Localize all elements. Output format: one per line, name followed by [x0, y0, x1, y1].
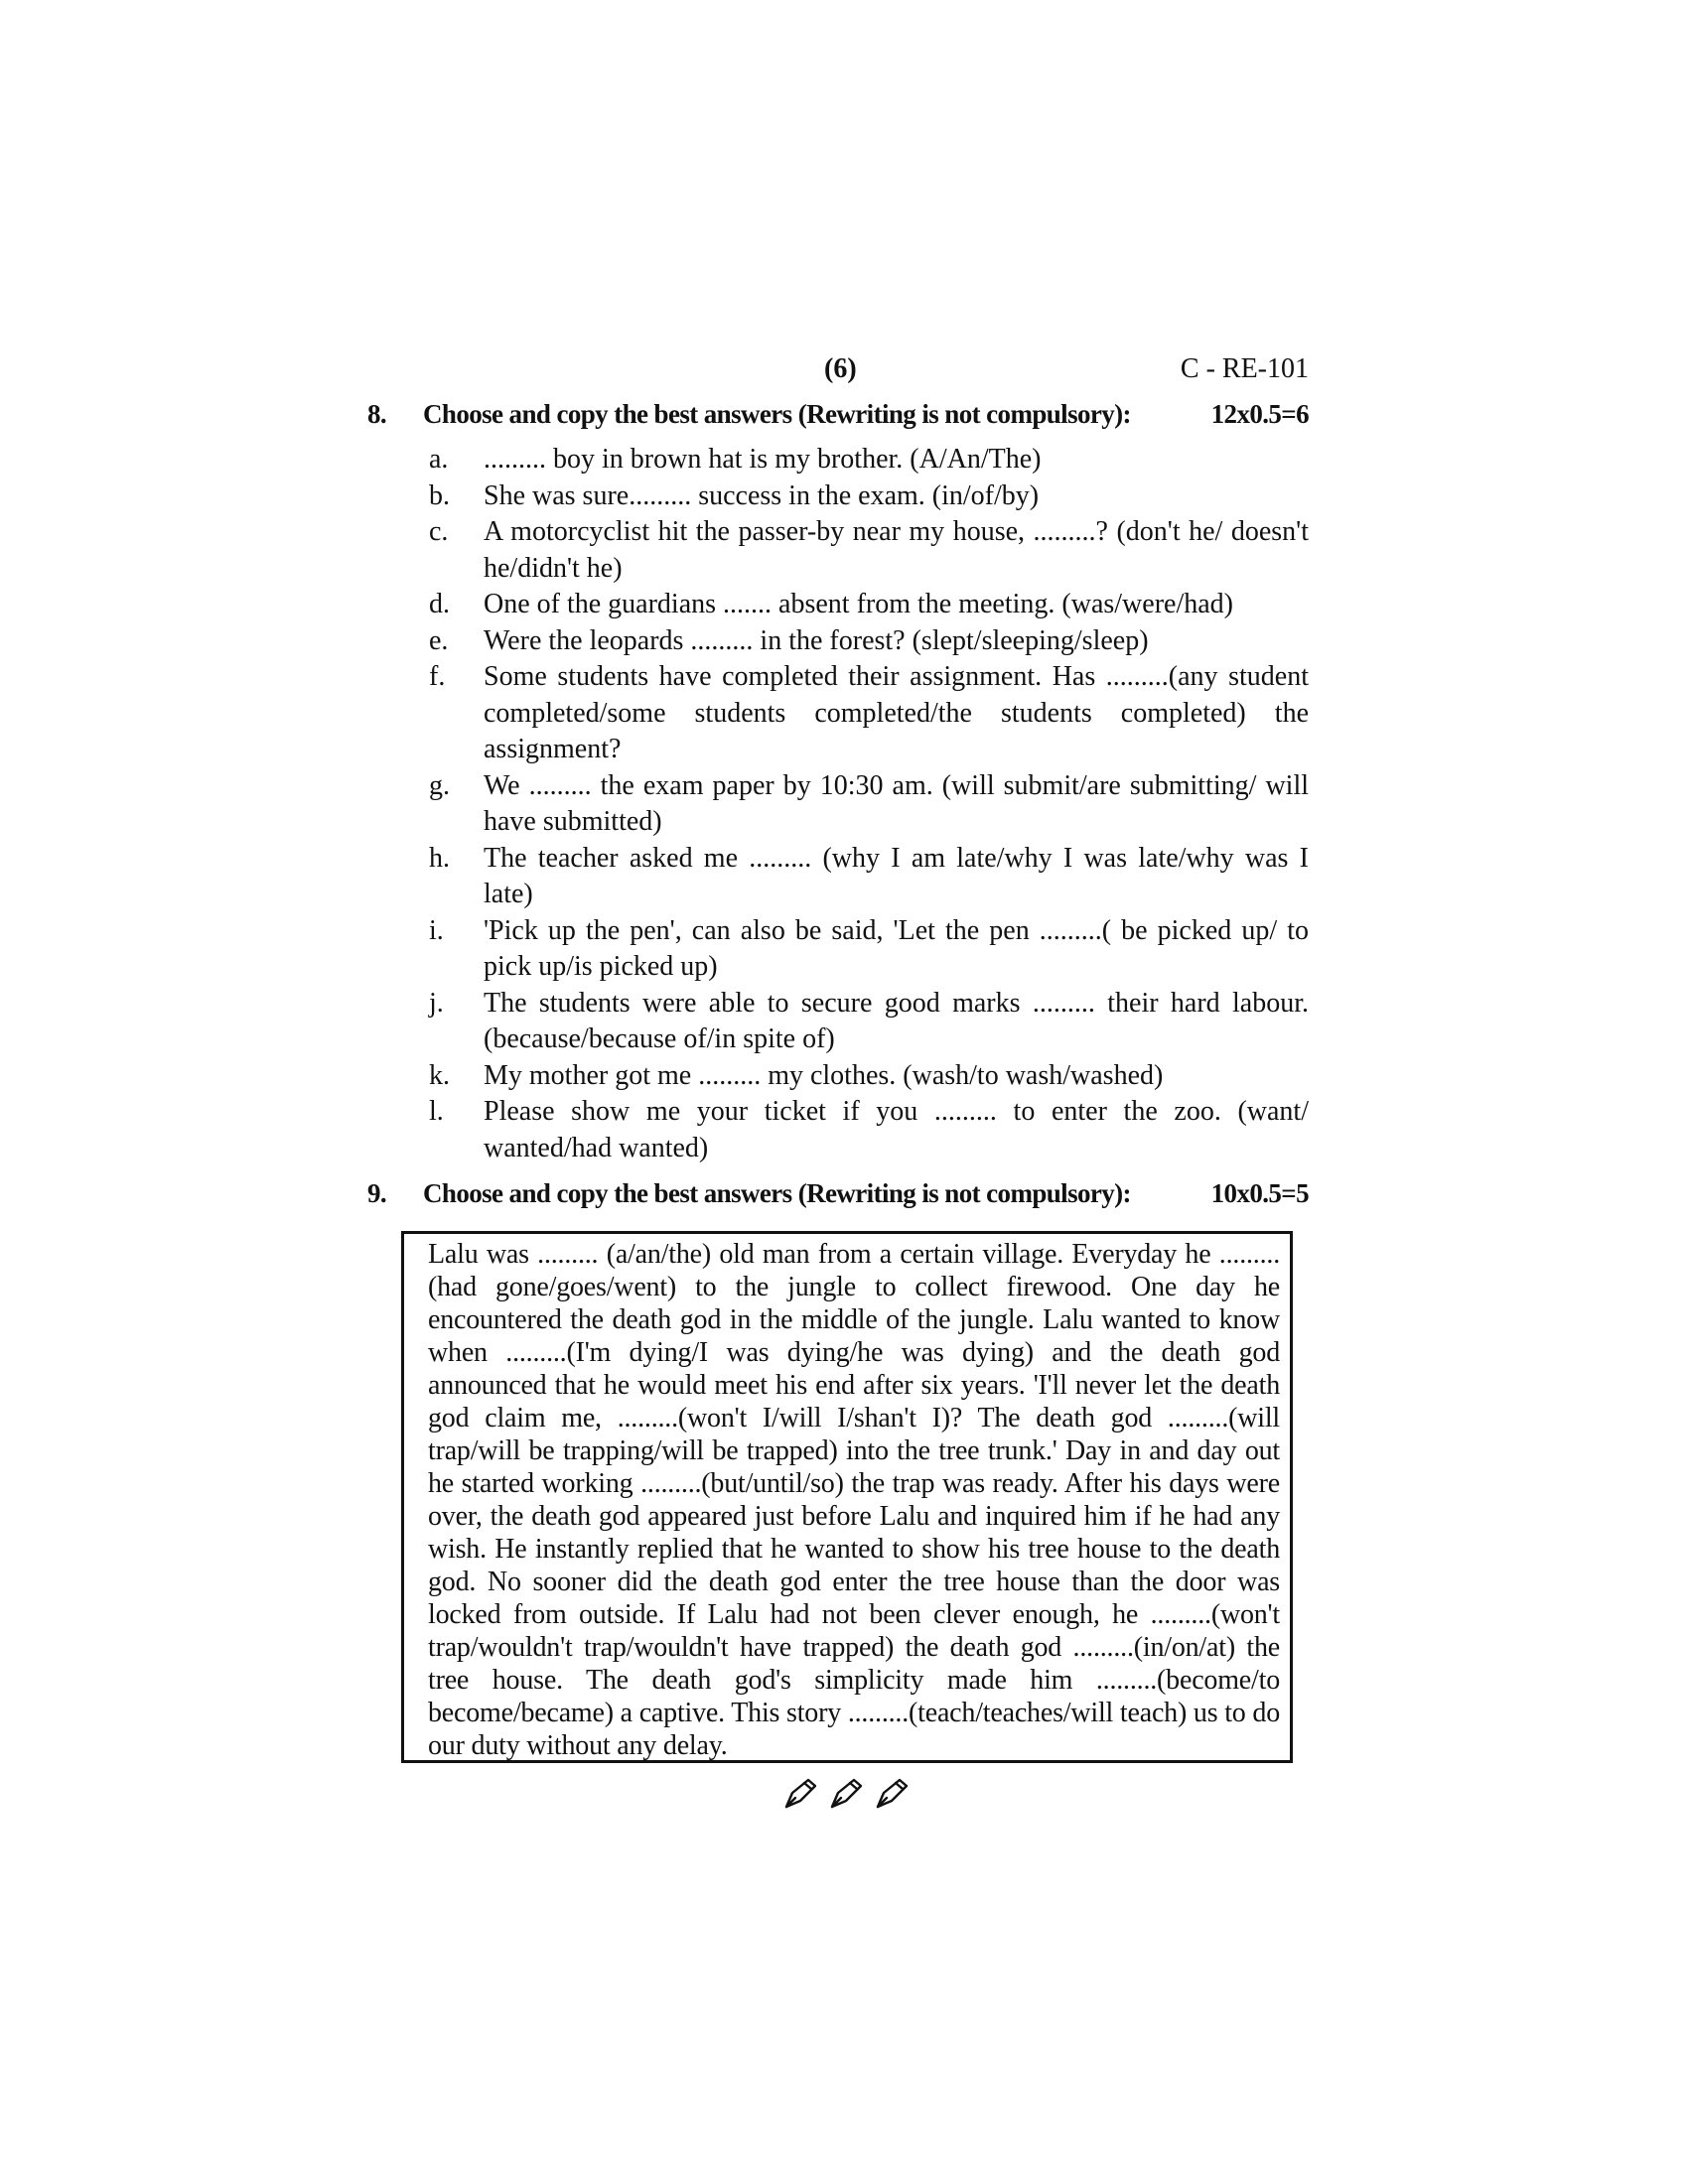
- question-number: 9.: [367, 1178, 387, 1208]
- list-item: [429, 1094, 1309, 1166]
- item-letter: j.: [429, 987, 444, 1019]
- pen-nib-icon: [780, 1777, 818, 1811]
- pen-nib-icon: [872, 1777, 910, 1811]
- page-header: [367, 353, 1309, 393]
- list-item: [429, 841, 1309, 913]
- item-text: ......... boy in brown hat is my brother. (A/An/The): [484, 444, 1042, 475]
- list-item: [429, 514, 1309, 587]
- passage-text: Lalu was ......... (a/an/the) old man from a certain village. Everyday he ......... (had gone/goes/went) to the jungle to collect firewood. One day he encountered the death god in the middle of the jungle. Lalu wanted to know when .........(I'm dying/I was dying/he was dying) and the death god announced that he would meet his end after six years. 'I'll never let the death god claim me, .........(won't I/will I/shan't I)? The death god .........(will trap/will be trapping/will be trapped) into the tree trunk.' Day in and day out he started working .........(but/until/so) the trap was ready. After his days were over, the death god appeared just before Lalu and inquired him if he had any wish. He instantly replied that he wanted to show his tree house to the death god. No sooner did the death god enter the tree house than the door was locked from outside. If Lalu had not been clever enough, he .........(won't trap/wouldn't trap/wouldn't have trapped) the death god .........(in/on/at) the tree house. The death god's simplicity made him .........(become/to become/became) a captive. This story .........(teach/teaches/will teach) us to do our duty without any delay.: [428, 1239, 1280, 1761]
- question-number: 8.: [367, 399, 387, 429]
- list-item: [429, 768, 1309, 841]
- passage-box: [401, 1231, 1293, 1763]
- list-item: [429, 623, 1309, 660]
- list-item: [429, 659, 1309, 768]
- question-marks: 10x0.5=5: [1210, 1178, 1309, 1208]
- list-item: [429, 1058, 1309, 1095]
- question-marks: 12x0.5=6: [1210, 399, 1309, 429]
- item-text: A motorcyclist hit the passer-by near my house, .........? (don't he/ doesn't he/didn't he): [484, 516, 1309, 584]
- item-text: The teacher asked me ......... (why I am late/why I was late/why was I late): [484, 842, 1309, 909]
- item-text: We ......... the exam paper by 10:30 am. (will submit/are submitting/ will have submitted): [484, 769, 1309, 837]
- question-instruction: Choose and copy the best answers (Rewriting is not compulsory):: [423, 399, 1131, 429]
- item-text: One of the guardians ....... absent from the meeting. (was/were/had): [484, 589, 1233, 619]
- item-letter: e.: [429, 624, 449, 656]
- item-letter: a.: [429, 444, 449, 475]
- pen-nib-icon: [826, 1777, 864, 1811]
- item-text: Were the leopards ......... in the forest? (slept/sleeping/sleep): [484, 624, 1149, 656]
- item-letter: b.: [429, 479, 450, 511]
- list-item: [429, 478, 1309, 515]
- item-text: Please show me your ticket if you ......... to enter the zoo. (want/ wanted/had wanted): [484, 1096, 1309, 1163]
- end-mark: [780, 1777, 910, 1817]
- question-8-items: [429, 442, 1309, 1166]
- item-letter: i.: [429, 914, 444, 946]
- item-letter: h.: [429, 842, 450, 874]
- question-8-heading: [367, 394, 1309, 434]
- list-item: [429, 442, 1309, 478]
- question-8: [367, 394, 1309, 1166]
- item-letter: c.: [429, 516, 449, 547]
- question-9: [367, 1173, 1309, 1213]
- list-item: [429, 986, 1309, 1058]
- page-number: (6): [824, 353, 857, 384]
- item-letter: f.: [429, 661, 446, 692]
- item-letter: l.: [429, 1096, 444, 1127]
- question-9-heading: [367, 1173, 1309, 1213]
- item-text: She was sure......... success in the exam. (in/of/by): [484, 479, 1040, 511]
- paper-code: C - RE-101: [1180, 353, 1309, 384]
- question-instruction: Choose and copy the best answers (Rewriting is not compulsory):: [423, 1178, 1131, 1208]
- item-letter: g.: [429, 769, 450, 801]
- item-text: 'Pick up the pen', can also be said, 'Let the pen .........( be picked up/ to pick up/is picked up): [484, 914, 1309, 982]
- item-text: My mother got me ......... my clothes. (wash/to wash/washed): [484, 1059, 1164, 1091]
- list-item: [429, 587, 1309, 623]
- item-letter: k.: [429, 1059, 450, 1091]
- item-letter: d.: [429, 589, 450, 619]
- list-item: [429, 913, 1309, 986]
- item-text: Some students have completed their assignment. Has .........(any student completed/some students completed/the students completed) the assignment?: [484, 661, 1309, 764]
- item-text: The students were able to secure good marks ......... their hard labour. (because/because of/in spite of): [484, 987, 1309, 1054]
